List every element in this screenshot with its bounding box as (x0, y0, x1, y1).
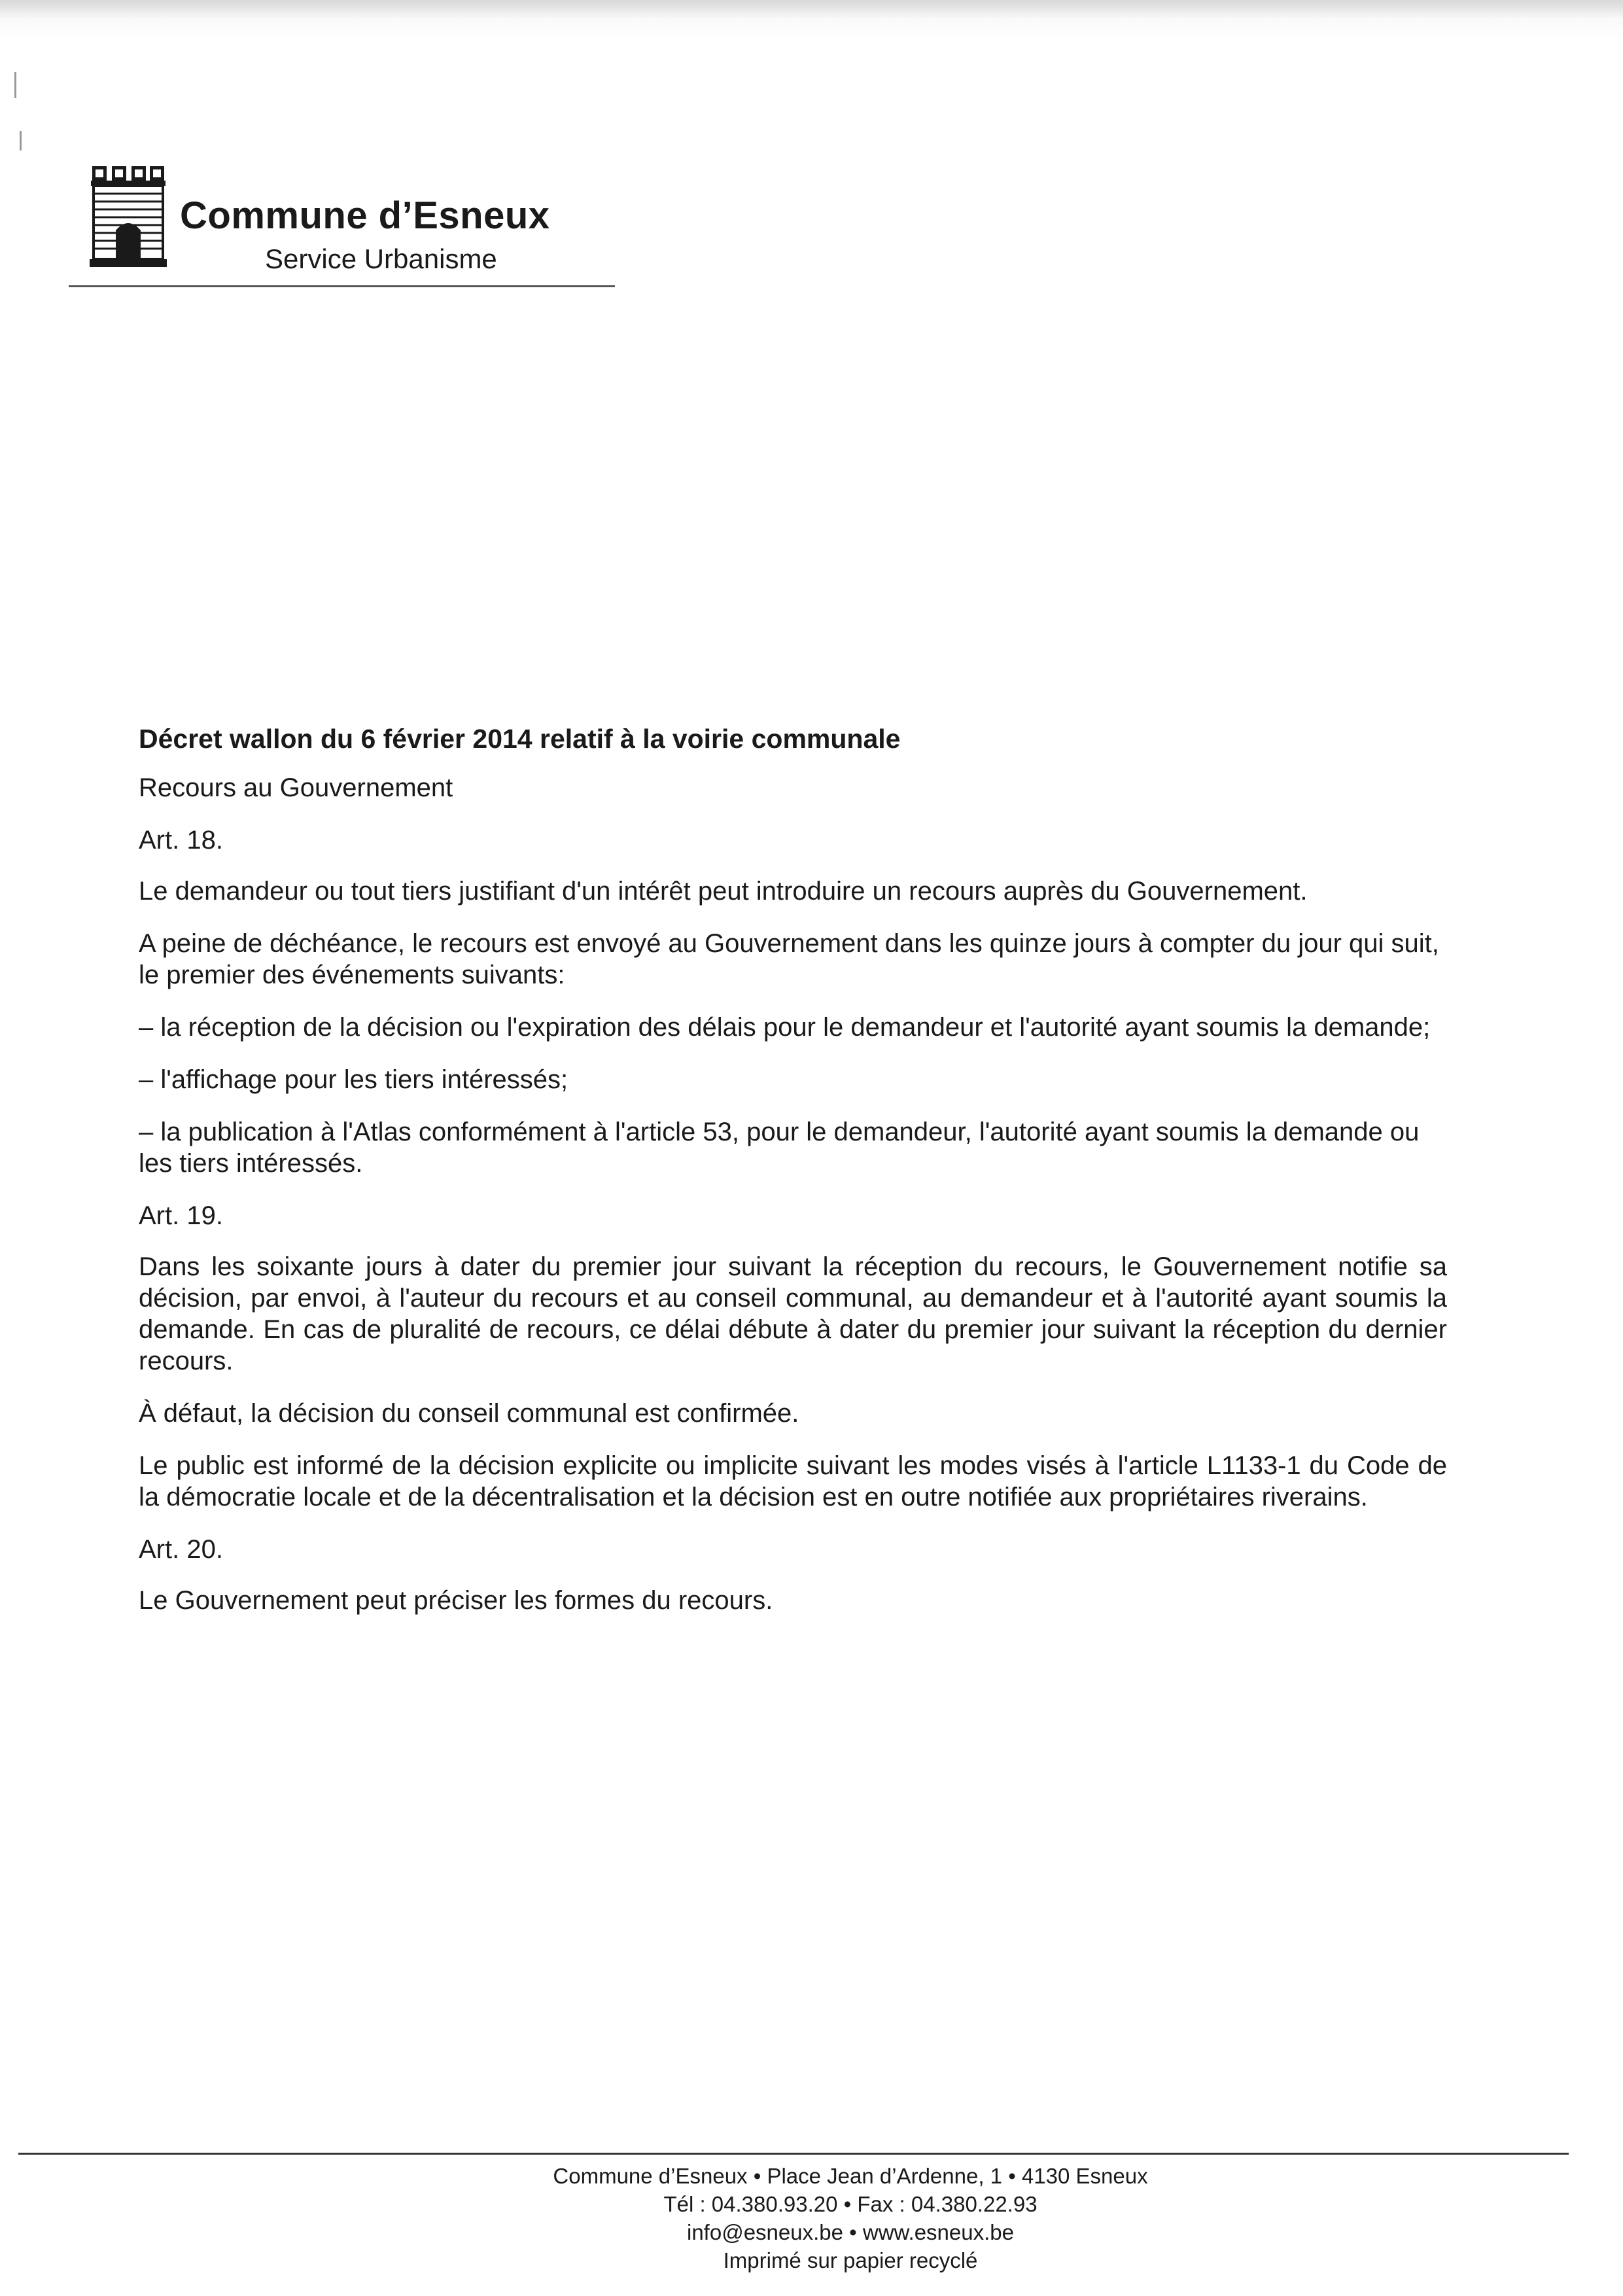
footer-address: Commune d’Esneux • Place Jean d’Ardenne, 1 • 4130 Esneux (553, 2164, 1148, 2188)
footer-recycled-note: Imprimé sur papier recyclé (723, 2248, 978, 2272)
decree-subtitle: Recours au Gouvernement (139, 773, 453, 803)
letterhead (69, 157, 615, 288)
article-18-list-item: – la publication à l'Atlas conformément à l'article 53, pour le demandeur, l'autorité ayant soumis la demande ou les tiers intéressés. (139, 1118, 1420, 1178)
castle-tower-icon (88, 164, 167, 268)
article-19-paragraph-2: À défaut, la décision du conseil communal est confirmée. (139, 1399, 799, 1428)
article-19-heading: Art. 19. (139, 1201, 223, 1231)
footer (393, 2163, 1308, 2275)
article-19-paragraph-3: Le public est informé de la décision explicite ou implicite suivant les modes visés à l'article L1133-1 du Code de la démocratie locale et de la décentralisation et la décision est en outre notifiée aux propriétaires riverains. (139, 1451, 1447, 1512)
scan-mark (14, 72, 16, 98)
scan-mark (20, 131, 22, 150)
decree-title: Décret wallon du 6 février 2014 relatif à la voirie communale (139, 724, 901, 754)
article-20-paragraph-1: Le Gouvernement peut préciser les formes du recours. (139, 1586, 773, 1616)
article-18-heading: Art. 18. (139, 826, 223, 855)
service-name: Service Urbanisme (265, 243, 497, 274)
article-18-paragraph-1: Le demandeur ou tout tiers justifiant d'un intérêt peut introduire un recours auprès du Gouvernement. (139, 877, 1308, 906)
document-body (139, 723, 1447, 1637)
footer-email-website: info@esneux.be • www.esneux.be (686, 2219, 1014, 2244)
scan-top-edge (0, 0, 1623, 18)
organization-name: Commune d’Esneux (180, 194, 550, 237)
article-18-paragraph-2: A peine de déchéance, le recours est envoyé au Gouvernement dans les quinze jours à compter du jour qui suit, le premier des événements suivants: (139, 929, 1439, 990)
footer-phone-fax: Tél : 04.380.93.20 • Fax : 04.380.22.93 (663, 2191, 1038, 2216)
article-20-heading: Art. 20. (139, 1535, 223, 1564)
footer-divider (18, 2153, 1569, 2155)
article-18-list-item: – l'affichage pour les tiers intéressés; (139, 1065, 568, 1095)
letterhead-divider (69, 285, 615, 287)
article-19-paragraph-1: Dans les soixante jours à dater du premier jour suivant la réception du recours, le Gouvernement notifie sa décision, par envoi, à l'auteur du recours et au conseil communal, au demandeur et à l'autorité ayant soumis la demande. En cas de pluralité de recours, ce délai débute à dater du premier jour suivant la réception du dernier recours. (139, 1252, 1447, 1376)
article-18-list-item: – la réception de la décision ou l'expiration des délais pour le demandeur et l'autorité ayant soumis la demande; (139, 1013, 1431, 1042)
